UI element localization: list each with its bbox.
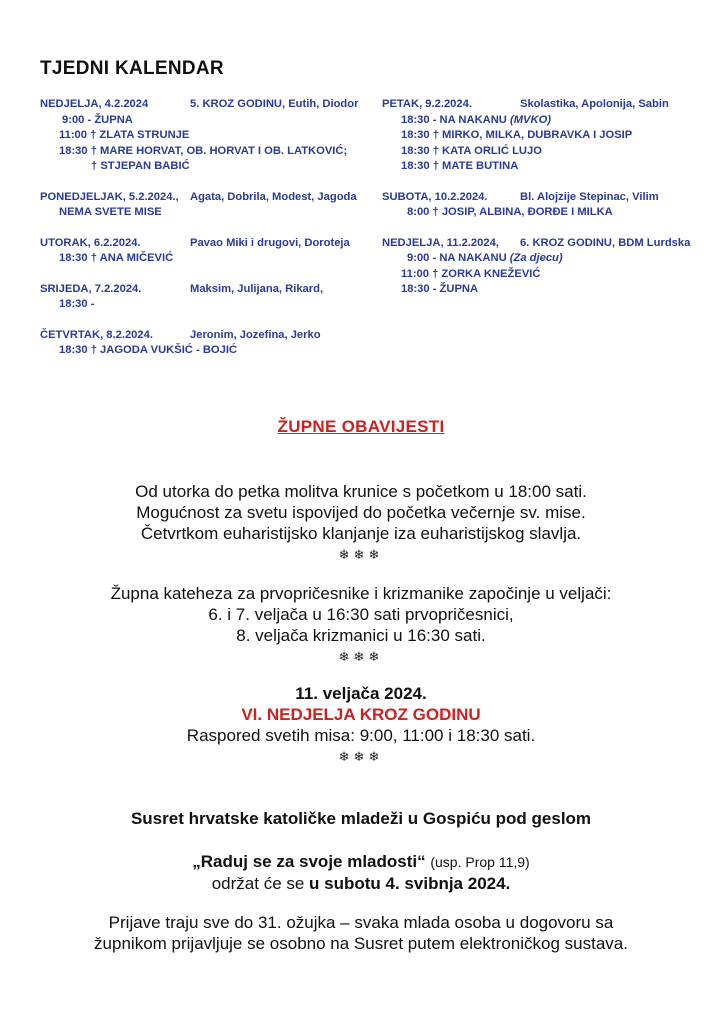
separator-stars: ❄❄❄ [338,547,384,562]
day-saints: Agata, Dobrila, Modest, Jagoda [190,190,357,203]
day-saints: Pavao Miki i drugovi, Doroteja [190,236,350,249]
day-saturday-10 [382,190,712,221]
day-sunday-11 [382,236,712,298]
day-tuesday-6 [40,236,380,267]
youth-meeting-motto: „Raduj se za svoje mladosti“ (usp. Prop 11,9) održat će se u subotu 4. svibnja 2024. [192,852,530,893]
mass-line: 9:00 - ŽUPNA [62,113,133,126]
mass-line: 9:00 - NA NAKANU (Za djecu) [407,252,563,264]
mass-line: 18:30 † MATE BUTINA [401,160,519,172]
day-date: ČETVRTAK, 8.2.2024. [40,328,153,341]
day-date: NEDJELJA, 4.2.2024 [40,98,149,110]
day-date: UTORAK, 6.2.2024. [40,236,141,249]
mass-line: 18:30 † JAGODA VUKŠIĆ - BOJIĆ [59,344,238,356]
mass-line: NEMA SVETE MISE [59,206,162,218]
mass-line: 18:30 † KATA ORLIĆ LUJO [401,144,542,157]
calendar-title: TJEDNI KALENDAR [40,58,224,79]
announcement-catechesis: Župna kateheza za prvopričesnike i krizmanike započinje u veljači: 6. i 7. veljača u 16:30 sati prvopričesnici, 8. veljača krizmanici u 16:30 sati. ❄❄❄ [0,583,722,667]
sunday-feast: VI. NEDJELJA KROZ GODINU [241,705,481,724]
day-saints: Skolastika, Apolonija, Sabin [520,98,669,110]
day-date: SUBOTA, 10.2.2024. [382,190,488,203]
calendar-left-column [40,97,380,359]
separator-stars: ❄❄❄ [338,649,384,664]
day-date: SRIJEDA, 7.2.2024. [40,282,142,295]
mass-line: 18:30 - NA NAKANU (MVKO) [401,113,552,126]
announcement-prayer: Od utorka do petka molitva krunice s početkom u 18:00 sati. Mogućnost za svetu ispovijed do početka večernje sv. mise. Četvrtkom euharistijsko klanjanje iza euharistijskog slavlja. ❄❄❄ [0,481,722,565]
day-saints: 6. KROZ GODINU, BDM Lurdska [520,236,691,249]
youth-meeting-registration: Prijave traju sve do 31. ožujka – svaka mlada osoba u dogovoru sa župnikom prijavljuje se osobno na Susret putem elektroničkog sustava. [94,913,628,953]
mass-line: 18:30 † MARE HORVAT, OB. HORVAT I OB. LATKOVIĆ; [59,144,348,157]
mass-line-continued: † STJEPAN BABIĆ [91,160,190,172]
mass-line: 11:00 † ZORKA KNEŽEVIĆ [401,267,541,280]
day-saints: 5. KROZ GODINU, Eutih, Diodor [190,98,359,110]
motto-reference: (usp. Prop 11,9) [430,854,530,870]
meeting-date: u subotu 4. svibnja 2024. [309,874,511,893]
mass-intention-note: (MVKO) [510,113,552,126]
day-saints: Bl. Alojzije Stepinac, Vilim [520,190,659,203]
announcements-title: ŽUPNE OBAVIJESTI [277,417,445,436]
day-thursday-8 [40,328,380,359]
mass-schedule: Raspored svetih misa: 9:00, 11:00 i 18:30 sati. [186,726,536,745]
day-date: NEDJELJA, 11.2.2024, [382,236,499,249]
mass-line: 8:00 † JOSIP, ALBINA, ĐORĐE I MILKA [407,206,613,218]
mass-line: 18:30 † ANA MIČEVIĆ [59,252,174,264]
mass-line: 18:30 - ŽUPNA [401,283,479,295]
day-saints: Jeronim, Jozefina, Jerko [190,328,321,341]
announcement-sunday [0,683,722,767]
mass-line: 18:30 † MIRKO, MILKA, DUBRAVKA I JOSIP [401,129,633,141]
day-sunday-4 [40,97,380,175]
day-wednesday-7 [40,282,380,313]
separator-stars: ❄❄❄ [338,749,384,764]
sunday-date: 11. veljača 2024. [295,684,427,703]
mass-line: 18:30 - [59,298,95,310]
calendar-right-column [382,97,712,298]
mass-line: 11:00 † ZLATA STRUNJE [59,129,190,141]
day-monday-5 [40,190,380,221]
youth-meeting-title: Susret hrvatske katoličke mladeži u Gospiću pod geslom [130,809,592,828]
day-date: PONEDJELJAK, 5.2.2024., [40,190,179,203]
mass-intention-note: (Za djecu) [509,252,563,264]
motto-text: „Raduj se za svoje mladosti“ [192,852,426,871]
day-date: PETAK, 9.2.2024. [382,98,472,110]
day-saints: Maksim, Julijana, Rikard, [190,282,324,295]
day-friday-9 [382,97,712,175]
